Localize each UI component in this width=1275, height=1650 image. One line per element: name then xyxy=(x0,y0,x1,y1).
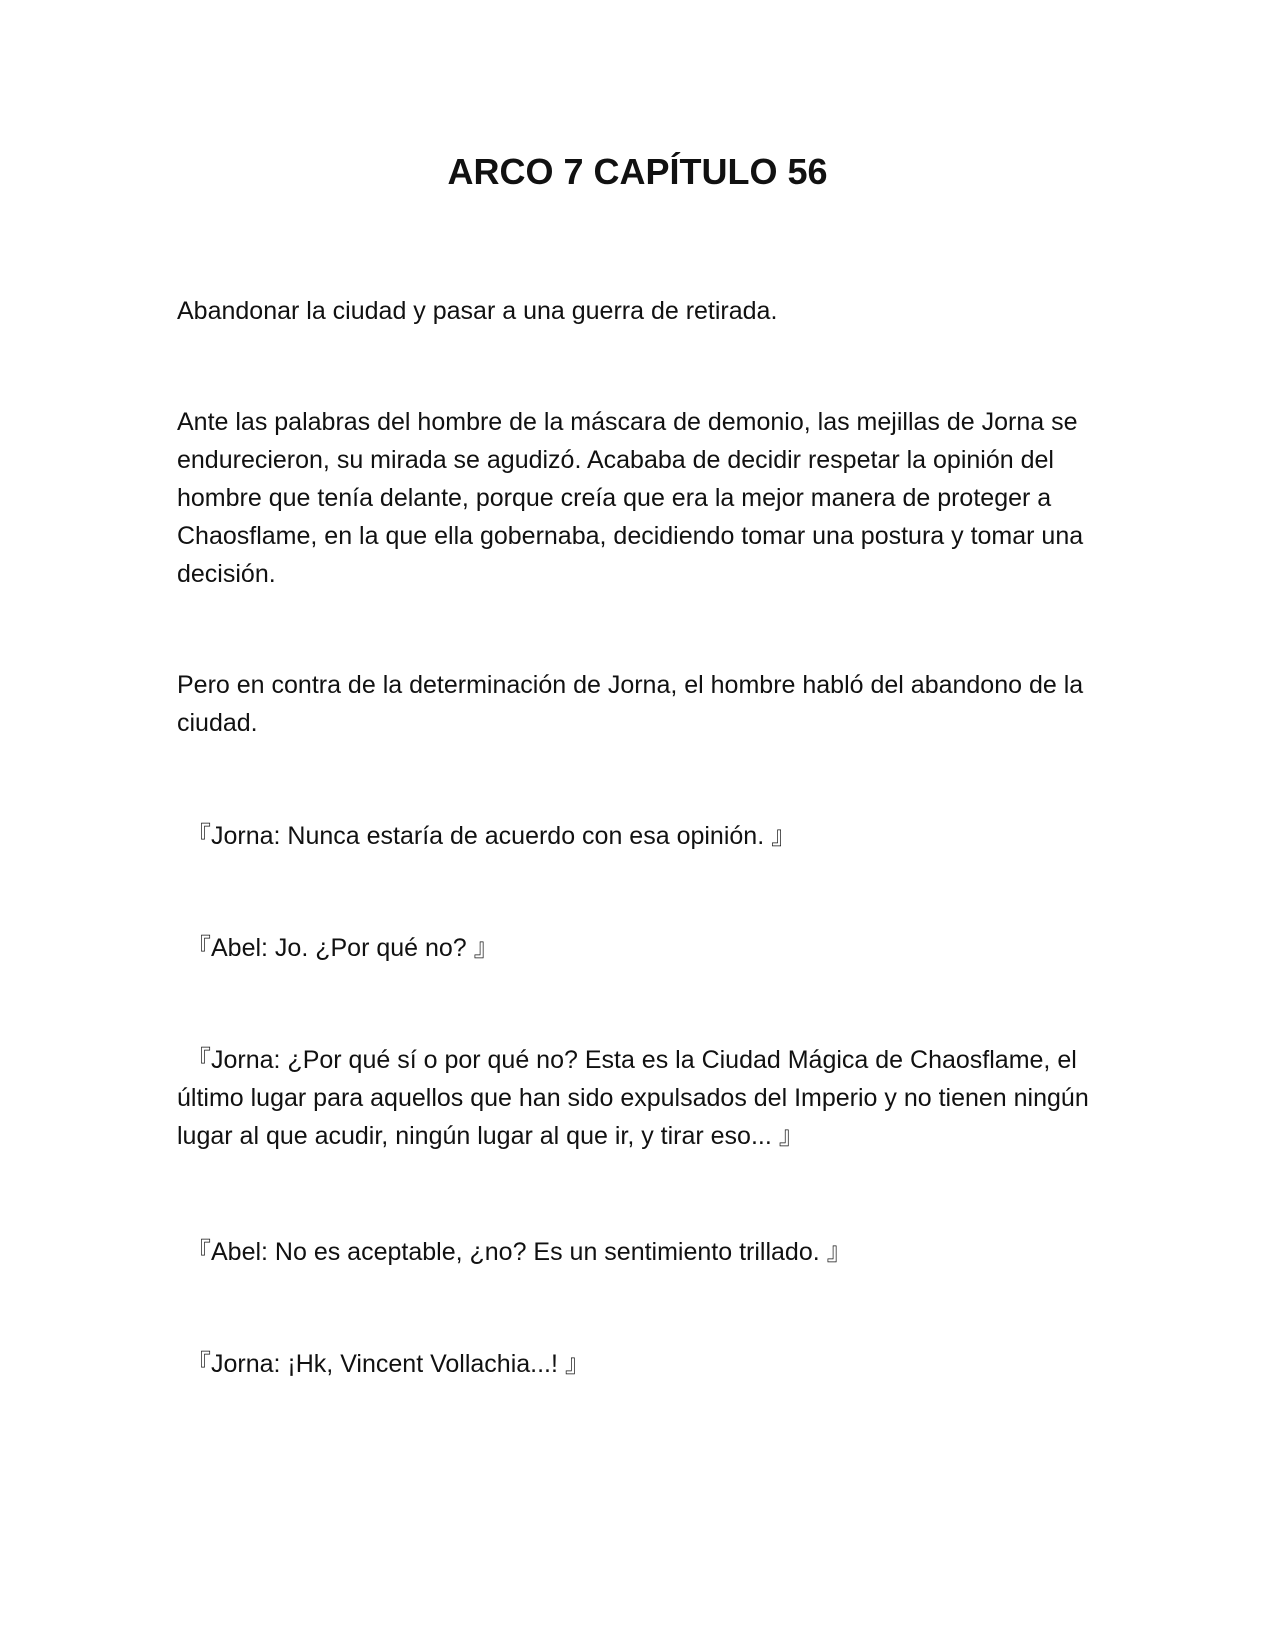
dialogue-line: 『Abel: Jo. ¿Por qué no? 』 xyxy=(186,934,499,962)
dialogue-line: 『Jorna: ¡Hk, Vincent Vollachia...! 』 xyxy=(186,1350,590,1378)
paragraph-abandon-city: Abandonar la ciudad y pasar a una guerra de retirada. xyxy=(177,297,778,325)
paragraph-jorna-reaction: Ante las palabras del hombre de la máscara de demonio, las mejillas de Jorna se endurecieron, su mirada se agudizó. Acababa de decidir respetar la opinión del hombre que tenía delante, porque creía que era la mejor manera de proteger a Chaosflame, en la que ella gobernaba, decidiendo tomar una postura y tomar una decisión. xyxy=(177,408,1084,588)
dialogue-line: 『Jorna: Nunca estaría de acuerdo con esa opinión. 』 xyxy=(186,822,797,850)
chapter-title: ARCO 7 CAPÍTULO 56 xyxy=(447,151,828,192)
dialogue-line: 『Abel: No es aceptable, ¿no? Es un sentimiento trillado. 』 xyxy=(186,1238,852,1266)
paragraph-man-spoke: Pero en contra de la determinación de Jorna, el hombre habló del abandono de la ciudad. xyxy=(177,671,1084,737)
dialogue-line: 『Jorna: ¿Por qué sí o por qué no? Esta es la Ciudad Mágica de Chaosflame, el último lugar para aquellos que han sido expulsados del Imperio y no tienen ningún lugar al que acudir, ningún lugar al que ir, y tirar eso... 』 xyxy=(177,1046,1089,1150)
